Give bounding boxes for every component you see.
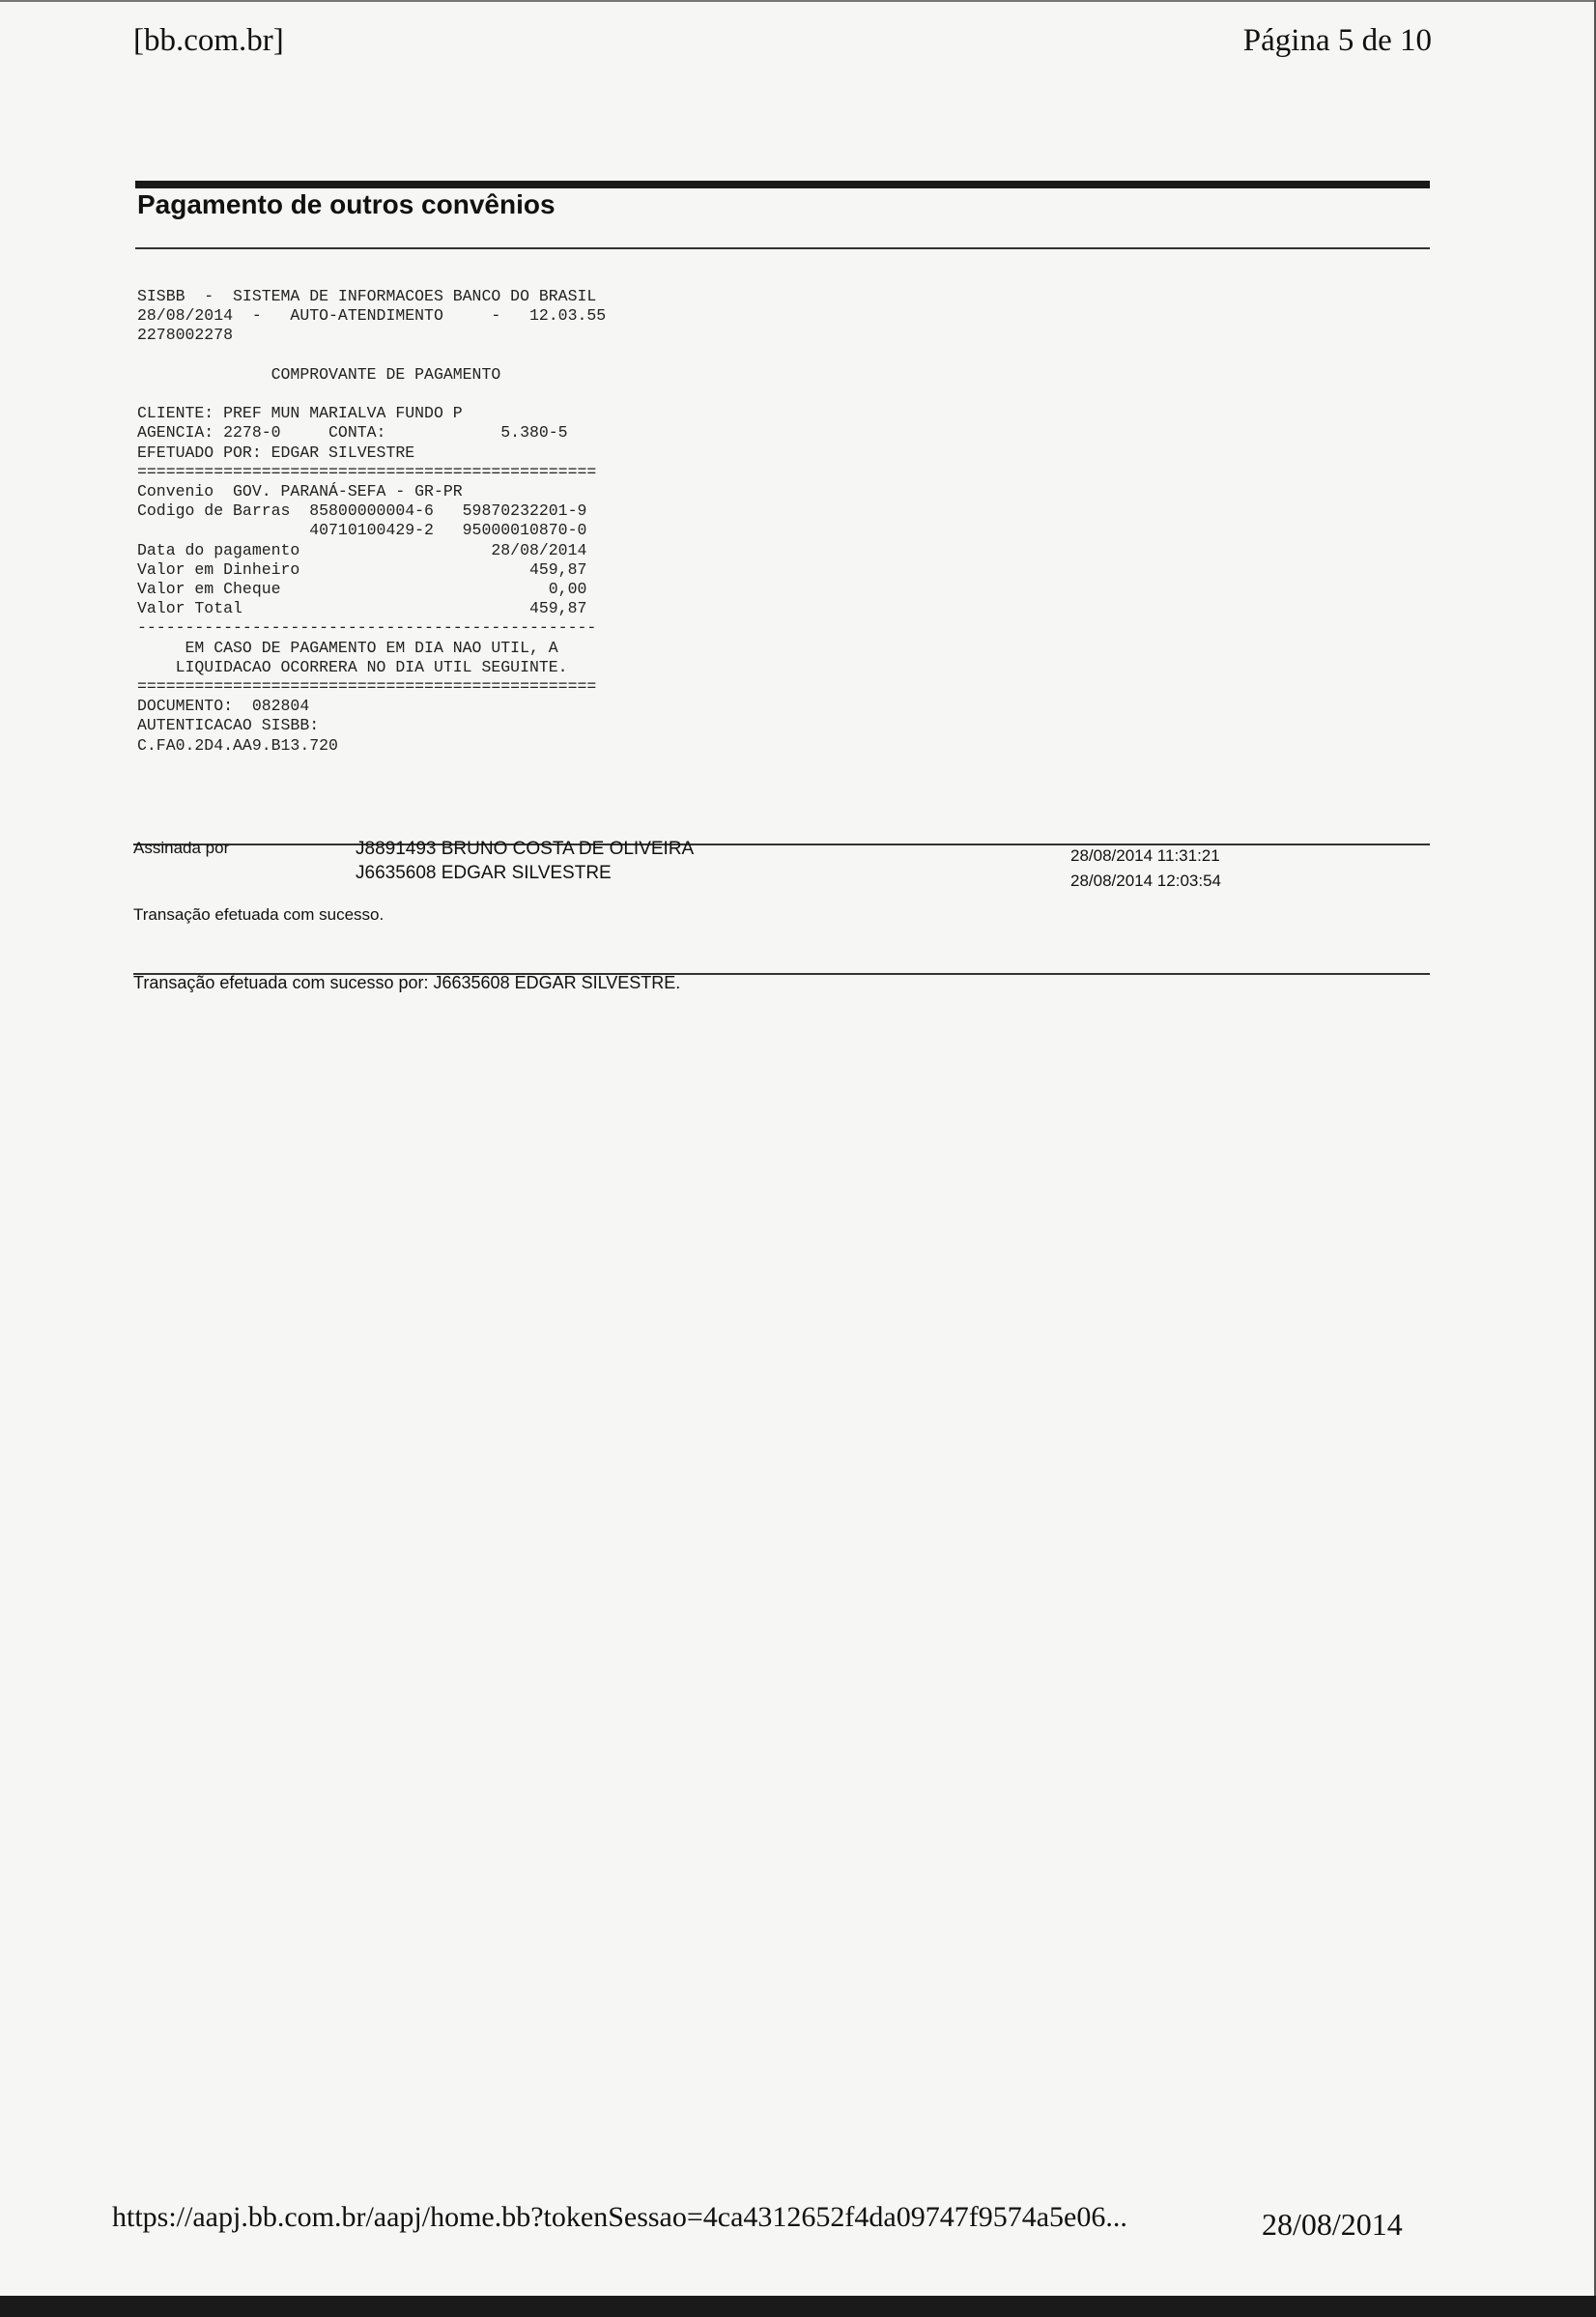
signer-name: J6635608 EDGAR SILVESTRE [356, 863, 612, 883]
title-divider [135, 247, 1430, 249]
signature-datetime: 28/08/2014 11:31:21 [1070, 846, 1220, 865]
footer-date: 28/08/2014 [1262, 2207, 1403, 2242]
transaction-success-by-text: Transação efetuada com sucesso por: J6635608 EDGAR SILVESTRE. [133, 973, 681, 992]
footer-url: https://aapj.bb.com.br/aapj/home.bb?tokenSessao=4ca4312652f4da09747f9574a5e06... [112, 2201, 1127, 2233]
section-title: Pagamento de outros convênios [137, 189, 556, 219]
signature-divider [133, 844, 1430, 845]
title-bar-rule [135, 181, 1430, 188]
site-header: [bb.com.br] [133, 23, 284, 58]
signed-by-label: Assinada por [133, 839, 230, 857]
page-number: Página 5 de 10 [1242, 23, 1432, 58]
signature-datetime: 28/08/2014 12:03:54 [1070, 872, 1221, 890]
transaction-success-text: Transação efetuada com sucesso. [133, 905, 385, 924]
page-top-edge [0, 0, 1596, 2]
signer-name: J8891493 BRUNO COSTA DE OLIVEIRA [356, 839, 695, 859]
page-bottom-edge [0, 2296, 1596, 2317]
payment-receipt: SISBB - SISTEMA DE INFORMACOES BANCO DO BRASIL 28/08/2014 - AUTO-ATENDIMENTO - 12.03.55 2278002278 COMPROVANTE DE PAGAMENTO CLIENTE: PREF MUN MARIALVA FUNDO P AGENCIA: 2278-0 CONTA: 5.380-5 EFETUADO POR: EDGAR SILVESTRE ================================================ Convenio GOV. PARANÁ-SEFA - GR-PR Codigo de Barras 85800000004-6 59870232201-9 40710100429-2 95000010870-0 Data do pagamento 28/08/2014 Valor em Dinheiro 459,87 Valor em Cheque 0,00 Valor Total 459,87 ------------------------------------------------ EM CASO DE PAGAMENTO EM DIA NAO UTIL, A LIQUIDACAO OCORRERA NO DIA UTIL SEGUINTE. ================================================ DOCUMENTO: 082804 AUTENTICACAO SISBB: C.FA0.2D4.AA9.B13.720 [137, 287, 607, 755]
